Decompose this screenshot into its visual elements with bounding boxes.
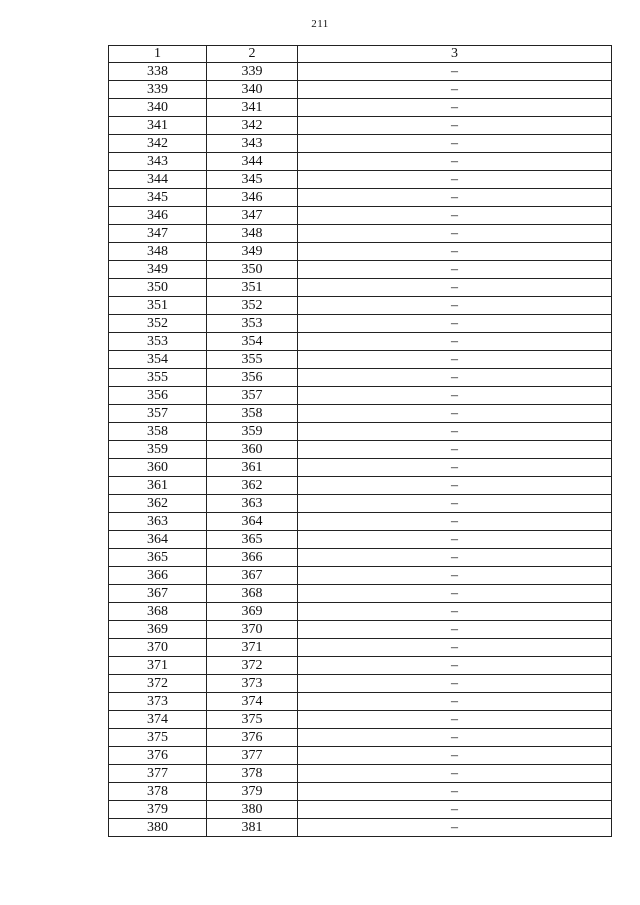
table-row [109, 765, 612, 783]
table-row [109, 495, 612, 513]
table-cell-col-2: 374 [207, 693, 298, 711]
table-cell-col-3: – [298, 621, 612, 639]
table-cell-col-2: 354 [207, 333, 298, 351]
table-row [109, 567, 612, 585]
table-row [109, 99, 612, 117]
table-row [109, 477, 612, 495]
table-cell-col-1: 354 [109, 351, 207, 369]
table-cell-col-3: – [298, 783, 612, 801]
table-cell-col-1: 347 [109, 225, 207, 243]
table-cell-col-2: 381 [207, 819, 298, 837]
table-row [109, 153, 612, 171]
table-cell-col-1: 378 [109, 783, 207, 801]
table-cell-col-3: – [298, 675, 612, 693]
table-row [109, 693, 612, 711]
table-cell-col-3: – [298, 603, 612, 621]
table-cell-col-1: 352 [109, 315, 207, 333]
table-cell-col-2: 355 [207, 351, 298, 369]
table-cell-col-1: 377 [109, 765, 207, 783]
table-cell-col-3: – [298, 351, 612, 369]
table-body [109, 63, 612, 837]
table-cell-col-1: 361 [109, 477, 207, 495]
table-cell-col-1: 368 [109, 603, 207, 621]
table-cell-col-1: 360 [109, 459, 207, 477]
table-cell-col-3: – [298, 261, 612, 279]
table-cell-col-3: – [298, 189, 612, 207]
table-row [109, 621, 612, 639]
table-cell-col-1: 372 [109, 675, 207, 693]
table-cell-col-3: – [298, 459, 612, 477]
table-cell-col-1: 350 [109, 279, 207, 297]
table-row [109, 279, 612, 297]
table-row [109, 747, 612, 765]
table-row [109, 225, 612, 243]
table-cell-col-3: – [298, 477, 612, 495]
table-cell-col-3: – [298, 333, 612, 351]
table-row [109, 117, 612, 135]
table-cell-col-3: – [298, 495, 612, 513]
table-cell-col-3: – [298, 369, 612, 387]
table-cell-col-2: 372 [207, 657, 298, 675]
table-cell-col-3: – [298, 99, 612, 117]
table-cell-col-1: 362 [109, 495, 207, 513]
table-cell-col-2: 359 [207, 423, 298, 441]
table-row [109, 531, 612, 549]
table-cell-col-1: 365 [109, 549, 207, 567]
table-cell-col-3: – [298, 63, 612, 81]
table-cell-col-3: – [298, 153, 612, 171]
table-cell-col-2: 352 [207, 297, 298, 315]
table-cell-col-1: 348 [109, 243, 207, 261]
table-cell-col-1: 357 [109, 405, 207, 423]
table-row [109, 513, 612, 531]
table-cell-col-1: 342 [109, 135, 207, 153]
table-cell-col-2: 340 [207, 81, 298, 99]
table-cell-col-3: – [298, 819, 612, 837]
table-cell-col-2: 345 [207, 171, 298, 189]
table-row [109, 459, 612, 477]
table-cell-col-3: – [298, 171, 612, 189]
table-cell-col-2: 379 [207, 783, 298, 801]
table-cell-col-3: – [298, 567, 612, 585]
table-cell-col-1: 346 [109, 207, 207, 225]
table-cell-col-3: – [298, 693, 612, 711]
table-cell-col-3: – [298, 405, 612, 423]
table-cell-col-1: 351 [109, 297, 207, 315]
table-cell-col-1: 371 [109, 657, 207, 675]
table-cell-col-1: 343 [109, 153, 207, 171]
table-cell-col-2: 339 [207, 63, 298, 81]
table-row [109, 261, 612, 279]
table-cell-col-3: – [298, 117, 612, 135]
table-row [109, 207, 612, 225]
table-cell-col-2: 377 [207, 747, 298, 765]
table-row [109, 711, 612, 729]
table-cell-col-3: – [298, 81, 612, 99]
table-cell-col-2: 342 [207, 117, 298, 135]
table-cell-col-1: 349 [109, 261, 207, 279]
table-cell-col-3: – [298, 585, 612, 603]
table-cell-col-2: 369 [207, 603, 298, 621]
column-header-3: 3 [298, 46, 612, 63]
table-cell-col-2: 353 [207, 315, 298, 333]
table-cell-col-1: 373 [109, 693, 207, 711]
table-cell-col-2: 362 [207, 477, 298, 495]
table-cell-col-1: 345 [109, 189, 207, 207]
table-row [109, 135, 612, 153]
table-cell-col-1: 369 [109, 621, 207, 639]
table-cell-col-1: 374 [109, 711, 207, 729]
table-row [109, 549, 612, 567]
table-cell-col-1: 367 [109, 585, 207, 603]
table-cell-col-1: 370 [109, 639, 207, 657]
table-row [109, 63, 612, 81]
table-cell-col-2: 364 [207, 513, 298, 531]
table-cell-col-3: – [298, 441, 612, 459]
table-cell-col-2: 358 [207, 405, 298, 423]
table-cell-col-3: – [298, 315, 612, 333]
table-cell-col-2: 365 [207, 531, 298, 549]
table-cell-col-2: 347 [207, 207, 298, 225]
table-cell-col-2: 343 [207, 135, 298, 153]
table-row [109, 351, 612, 369]
table-cell-col-2: 346 [207, 189, 298, 207]
table-cell-col-1: 355 [109, 369, 207, 387]
table-cell-col-3: – [298, 207, 612, 225]
table-row [109, 441, 612, 459]
table-cell-col-2: 360 [207, 441, 298, 459]
table-cell-col-1: 353 [109, 333, 207, 351]
table-cell-col-2: 368 [207, 585, 298, 603]
table-cell-col-3: – [298, 225, 612, 243]
table-cell-col-1: 344 [109, 171, 207, 189]
table-cell-col-2: 367 [207, 567, 298, 585]
table-cell-col-2: 341 [207, 99, 298, 117]
table-row [109, 171, 612, 189]
table-cell-col-3: – [298, 747, 612, 765]
table-cell-col-3: – [298, 135, 612, 153]
table-row [109, 387, 612, 405]
table-row [109, 423, 612, 441]
table-cell-col-3: – [298, 729, 612, 747]
table-cell-col-1: 380 [109, 819, 207, 837]
table-row [109, 585, 612, 603]
header-row [109, 46, 612, 63]
table-row [109, 315, 612, 333]
table-cell-col-3: – [298, 765, 612, 783]
table-row [109, 603, 612, 621]
table-cell-col-2: 344 [207, 153, 298, 171]
table-cell-col-1: 379 [109, 801, 207, 819]
table-cell-col-1: 359 [109, 441, 207, 459]
table-cell-col-1: 364 [109, 531, 207, 549]
table-cell-col-3: – [298, 513, 612, 531]
table-cell-col-3: – [298, 531, 612, 549]
table-row [109, 639, 612, 657]
table-row [109, 729, 612, 747]
table-cell-col-3: – [298, 243, 612, 261]
table-cell-col-2: 357 [207, 387, 298, 405]
table-cell-col-3: – [298, 711, 612, 729]
table-cell-col-2: 363 [207, 495, 298, 513]
table-cell-col-3: – [298, 423, 612, 441]
table-cell-col-1: 338 [109, 63, 207, 81]
table-header [109, 46, 612, 63]
table-cell-col-2: 370 [207, 621, 298, 639]
table-cell-col-2: 375 [207, 711, 298, 729]
table-row [109, 657, 612, 675]
table-cell-col-1: 363 [109, 513, 207, 531]
table-cell-col-2: 366 [207, 549, 298, 567]
table-row [109, 243, 612, 261]
table-cell-col-2: 361 [207, 459, 298, 477]
table-row [109, 405, 612, 423]
table-cell-col-1: 340 [109, 99, 207, 117]
table-cell-col-2: 350 [207, 261, 298, 279]
table-cell-col-2: 348 [207, 225, 298, 243]
table-cell-col-1: 375 [109, 729, 207, 747]
table-row [109, 675, 612, 693]
table-cell-col-2: 380 [207, 801, 298, 819]
table-cell-col-1: 376 [109, 747, 207, 765]
table-row [109, 333, 612, 351]
data-table [108, 45, 612, 837]
column-header-1: 1 [109, 46, 207, 63]
column-header-2: 2 [207, 46, 298, 63]
table-row [109, 801, 612, 819]
table-row [109, 81, 612, 99]
table-cell-col-3: – [298, 549, 612, 567]
table-cell-col-3: – [298, 801, 612, 819]
table-cell-col-2: 356 [207, 369, 298, 387]
table-cell-col-1: 341 [109, 117, 207, 135]
table-row [109, 819, 612, 837]
table-cell-col-2: 351 [207, 279, 298, 297]
table-row [109, 369, 612, 387]
table-cell-col-1: 356 [109, 387, 207, 405]
table-row [109, 189, 612, 207]
table-row [109, 297, 612, 315]
table-cell-col-2: 378 [207, 765, 298, 783]
table-cell-col-3: – [298, 297, 612, 315]
table-cell-col-3: – [298, 279, 612, 297]
page-number: 211 [311, 18, 329, 30]
table-cell-col-2: 349 [207, 243, 298, 261]
table-cell-col-2: 371 [207, 639, 298, 657]
table-row [109, 783, 612, 801]
table-cell-col-1: 366 [109, 567, 207, 585]
table-cell-col-3: – [298, 657, 612, 675]
table-cell-col-2: 376 [207, 729, 298, 747]
table-cell-col-1: 339 [109, 81, 207, 99]
table-cell-col-2: 373 [207, 675, 298, 693]
table-cell-col-1: 358 [109, 423, 207, 441]
table-cell-col-3: – [298, 387, 612, 405]
table-cell-col-3: – [298, 639, 612, 657]
